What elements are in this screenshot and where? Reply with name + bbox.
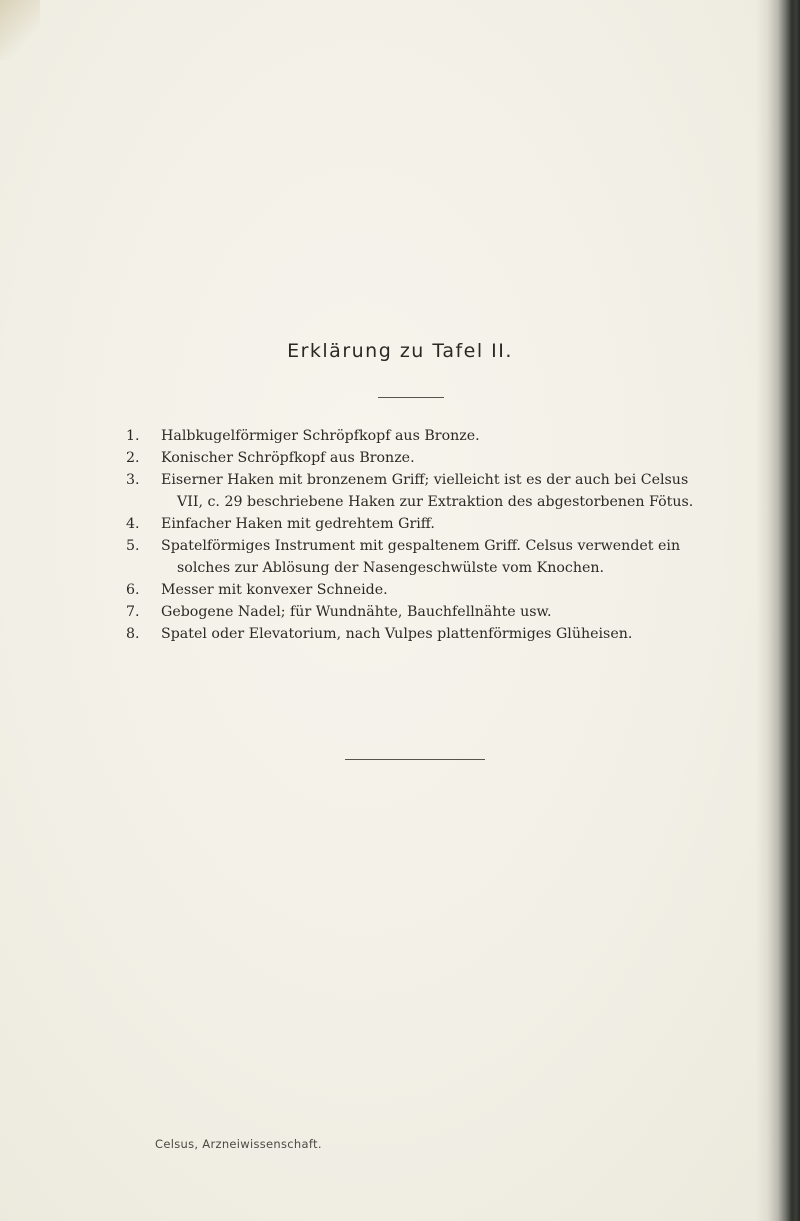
list-item (0, 447, 800, 469)
page-footer: Celsus, Arzneiwissenschaft. (155, 1137, 322, 1151)
list-item (0, 579, 800, 601)
item-text: Spatel oder Elevatorium, nach Vulpes plattenförmiges Glüheisen. (161, 626, 633, 642)
item-text: Eiserner Haken mit bronzenem Griff; vielleicht ist es der auch bei Celsus VII, c. 29 beschriebene Haken zur Extraktion des abgestorbenen Fötus. (161, 472, 694, 510)
item-text: Halbkugelförmiger Schröpfkopf aus Bronze. (161, 428, 480, 444)
end-rule (345, 759, 485, 760)
item-number: 1. (126, 428, 140, 444)
item-number: 2. (126, 450, 140, 466)
item-number: 6. (126, 582, 140, 598)
item-text: Konischer Schröpfkopf aus Bronze. (161, 450, 415, 466)
item-number: 7. (126, 604, 140, 620)
page-title: Erklärung zu Tafel II. (287, 340, 513, 362)
title-rule (378, 397, 444, 398)
list-item (0, 513, 800, 535)
item-text: Spatelförmiges Instrument mit gespaltenem Griff. Celsus verwendet ein solches zur Ablösung der Nasengeschwülste vom Knochen. (161, 538, 681, 576)
list-item (0, 535, 800, 579)
item-number: 5. (126, 538, 140, 554)
explanation-list (0, 425, 800, 645)
item-text: Messer mit konvexer Schneide. (161, 582, 388, 598)
item-number: 4. (126, 516, 140, 532)
list-item (0, 425, 800, 447)
item-text: Einfacher Haken mit gedrehtem Griff. (161, 516, 435, 532)
list-item (0, 469, 800, 513)
list-item (0, 623, 800, 645)
item-number: 8. (126, 626, 140, 642)
item-text: Gebogene Nadel; für Wundnähte, Bauchfellnähte usw. (161, 604, 552, 620)
list-item (0, 601, 800, 623)
item-number: 3. (126, 472, 140, 488)
